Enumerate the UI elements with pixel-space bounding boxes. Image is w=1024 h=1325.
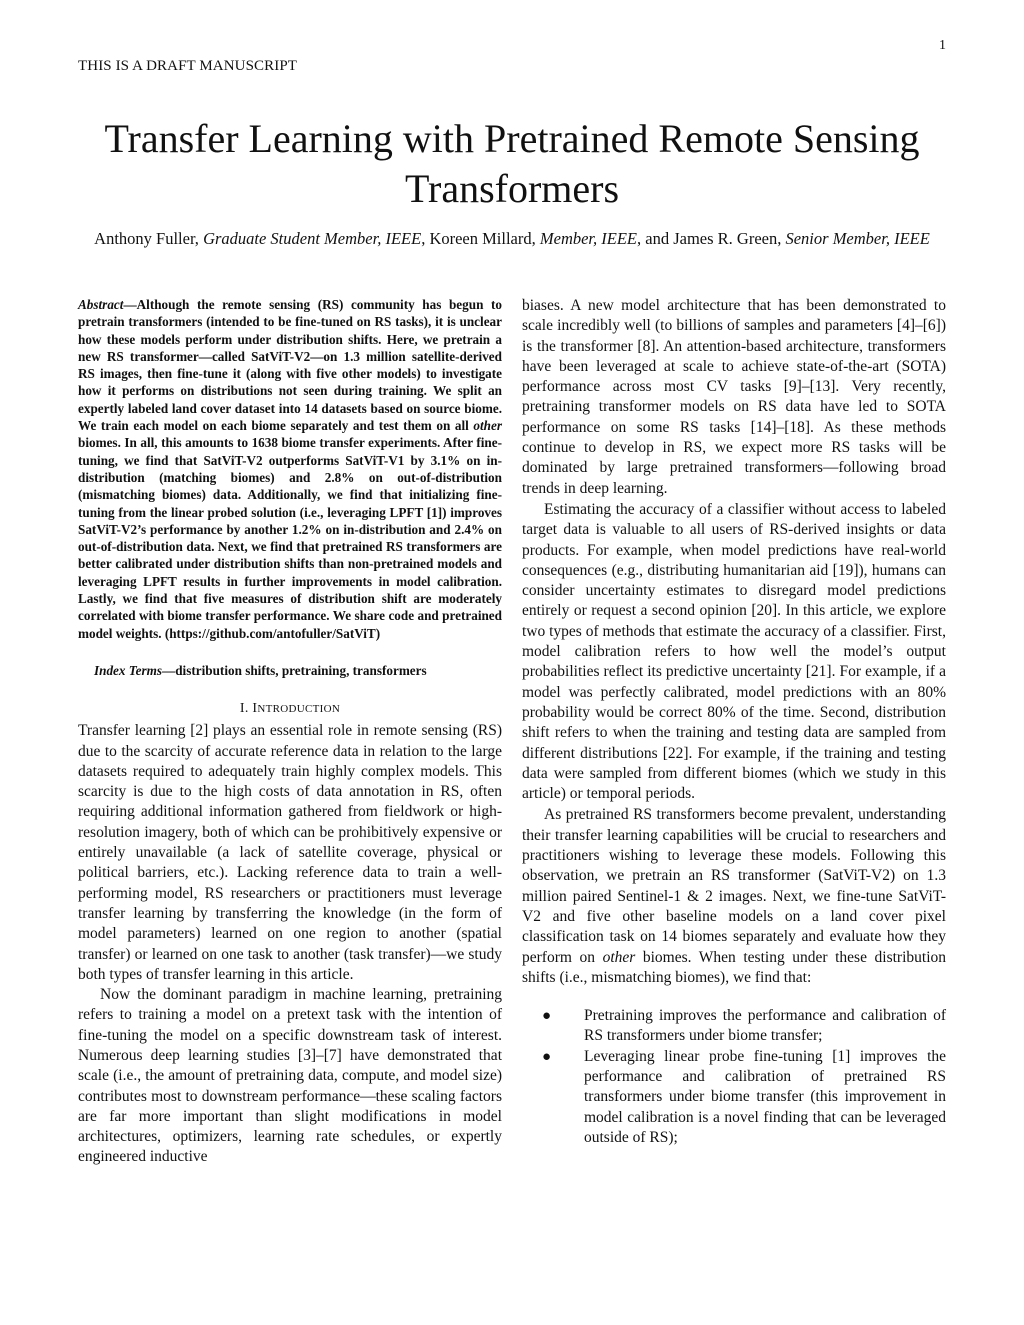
intro-paragraph-2: Now the dominant paradigm in machine learning, pretraining refers to training a model on a pretext task with the intention of fine-tuning the model on a specific downstream task of interest. Numerous deep learning studies [3]–[7] have demonstrated that scale (i.e., the amount of pretraining data, compute, and model size) contributes most to downstream performance—these scaling factors are far more important than slight modifications in model architectures, optimizers, learning rate schedules, or expertly engineered inductive <box>78 986 502 1166</box>
list-item-text: Pretraining improves the performance and calibration of RS transformers under biome transfer; <box>584 1007 946 1045</box>
list-item-text: Leveraging linear probe fine-tuning [1] improves the performance and calibration of pretrained RS transformers under biome transfer (this improvement in model calibration is a novel finding that can be leveraged outside of RS); <box>584 1047 946 1146</box>
author-1-name: Anthony Fuller, <box>94 229 204 248</box>
findings-list <box>522 1006 946 1148</box>
list-item <box>522 1047 946 1148</box>
abstract-text-2: biomes. In all, this amounts to 1638 biome transfer experiments. After fine-tuning, we find that SatViT-V2 outperforms SatViT-V1 by 3.1% on in-distribution (matching biomes) and 2.8% on out-of-distribution (mismatching biomes) data. Additionally, we find that initializing fine-tuning from the linear probed solution (i.e., leveraging LPFT [1]) improves SatViT-V2’s performance by another 1.2% on in-distribution and 2.4% on out-of-distribution data. Next, we find that pretrained RS transformers are better calibrated under distribution shifts than non-pretrained models and leveraging LPFT results in further improvements in model calibration. Lastly, we find that five measures of distribution shift are moderately correlated with biome transfer performance. We share code and pretrained model weights. (https://github.com/antofuller/SatViT) <box>78 435 502 641</box>
list-item <box>522 1006 946 1047</box>
abstract <box>78 296 502 642</box>
section-rest: NTRODUCTION <box>257 703 341 716</box>
right-paragraph-1: biases. A new model architecture that has been demonstrated to scale incredibly well (to billions of samples and parameters [4]–[6]) is the transformer [8]. An attention-based architecture, transformers have been leveraged at scale to achieve state-of-the-art (SOTA) performance across most CV tasks [9]–[13]. Very recently, pretraining transformer models on RS data have led to SOTA performance on some RS tasks [14]–[18]. As these methods continue to develop in RS, we expect more RS tasks will be dominated by large pretrained transformers—following broad trends in deep learning. <box>522 297 946 497</box>
abstract-lead: Abstract <box>78 297 124 312</box>
author-3-role: Senior Member, IEEE <box>785 229 930 248</box>
abstract-text-1: —Although the remote sensing (RS) community has begun to pretrain transformers (intended to be fine-tuned on RS tasks), it is unclear how these models perform under distribution shifts. Here, we pretrain a new RS transformer—called SatViT-V2—on 1.3 million satellite-derived RS images, then fine-tune it (along with five other models) to investigate how it performs on distributions not seen during training. We split an expertly labeled land cover dataset into 14 datasets based on source biome. We train each model on each biome separately and test them on all <box>78 297 502 434</box>
bullet-icon: ● <box>542 1048 552 1065</box>
p3-emphasis: other <box>602 948 636 966</box>
p3-text-a: As pretrained RS transformers become prevalent, understanding their transfer learning capabilities will be crucial to researchers and practitioners wishing to leverage these models. Following this observation, we pretrain an RS transformer (SatViT-V2) on 1.3 million paired Sentinel-1 & 2 images. Next, we fine-tune SatViT-V2 and five other baseline models on a land cover pixel classification task on 14 biomes separately and evaluate how they perform on <box>522 806 946 966</box>
author-3-name: , and James R. Green, <box>637 229 786 248</box>
index-terms <box>78 662 502 679</box>
right-paragraph-3 <box>522 805 946 988</box>
right-column <box>522 296 946 1148</box>
section-heading-introduction <box>78 701 502 717</box>
right-paragraph-2: Estimating the accuracy of a classifier without access to labeled target data is valuable to all users of RS-derived insights or data products. For example, when model predictions have real-world consequences (e.g., distributing humanitarian aid [19]), humans can consider uncertainty estimates to disregard model predictions entirely or request a second opinion [20]. In this article, we explore two types of methods that estimate the accuracy of a classifier. First, model calibration refers to how well the model’s output probabilities reflect its predictive uncertainty [21]. For example, if a model was perfectly calibrated, model predictions with an 80% probability would be correct 80% of the time. Second, distribution shift refers to when the training and testing data are sampled from different distributions [22]. For example, if the training and testing data were sampled from different biomes (which we study in this article) or temporal periods. <box>522 500 946 803</box>
author-1-role: Graduate Student Member, IEEE <box>203 229 422 248</box>
author-2-name: , Koreen Millard, <box>421 229 540 248</box>
index-terms-lead: Index Terms <box>94 662 163 678</box>
p3-text-b: biomes. When testing under these distribution shifts (i.e., mismatching biomes), we find that: <box>522 948 947 986</box>
intro-paragraph-1: Transfer learning [2] plays an essential role in remote sensing (RS) due to the scarcity of accurate reference data in relation to the large datasets required to adequately train highly complex models. This scarcity is due to the high costs of data annotation in RS, often requiring additional information gathered from fieldwork or high-resolution imagery, both of which can be prohibitively expensive or entirely unavailable (a lack of satellite coverage, physical or political barriers, etc.). Lacking reference data to train a well-performing model, RS researchers or practitioners must leverage transfer learning by transferring the knowledge (in the form of model parameters) learned on one region to another (spatial transfer) or learned on one task to another (task transfer)—we study both types of transfer learning in this article. <box>78 722 502 983</box>
author-line <box>90 228 934 249</box>
author-2-role: Member, IEEE <box>539 229 638 248</box>
abstract-emphasis: other <box>473 418 502 434</box>
page-number: 1 <box>939 38 946 53</box>
left-column <box>78 296 502 1168</box>
draft-label: THIS IS A DRAFT MANUSCRIPT <box>78 58 298 74</box>
index-terms-text: —distribution shifts, pretraining, transformers <box>162 662 427 678</box>
bullet-icon: ● <box>542 1008 552 1025</box>
section-numeral: I. I <box>239 701 258 717</box>
paper-title: Transfer Learning with Pretrained Remote Sensing Transformers <box>104 116 920 211</box>
